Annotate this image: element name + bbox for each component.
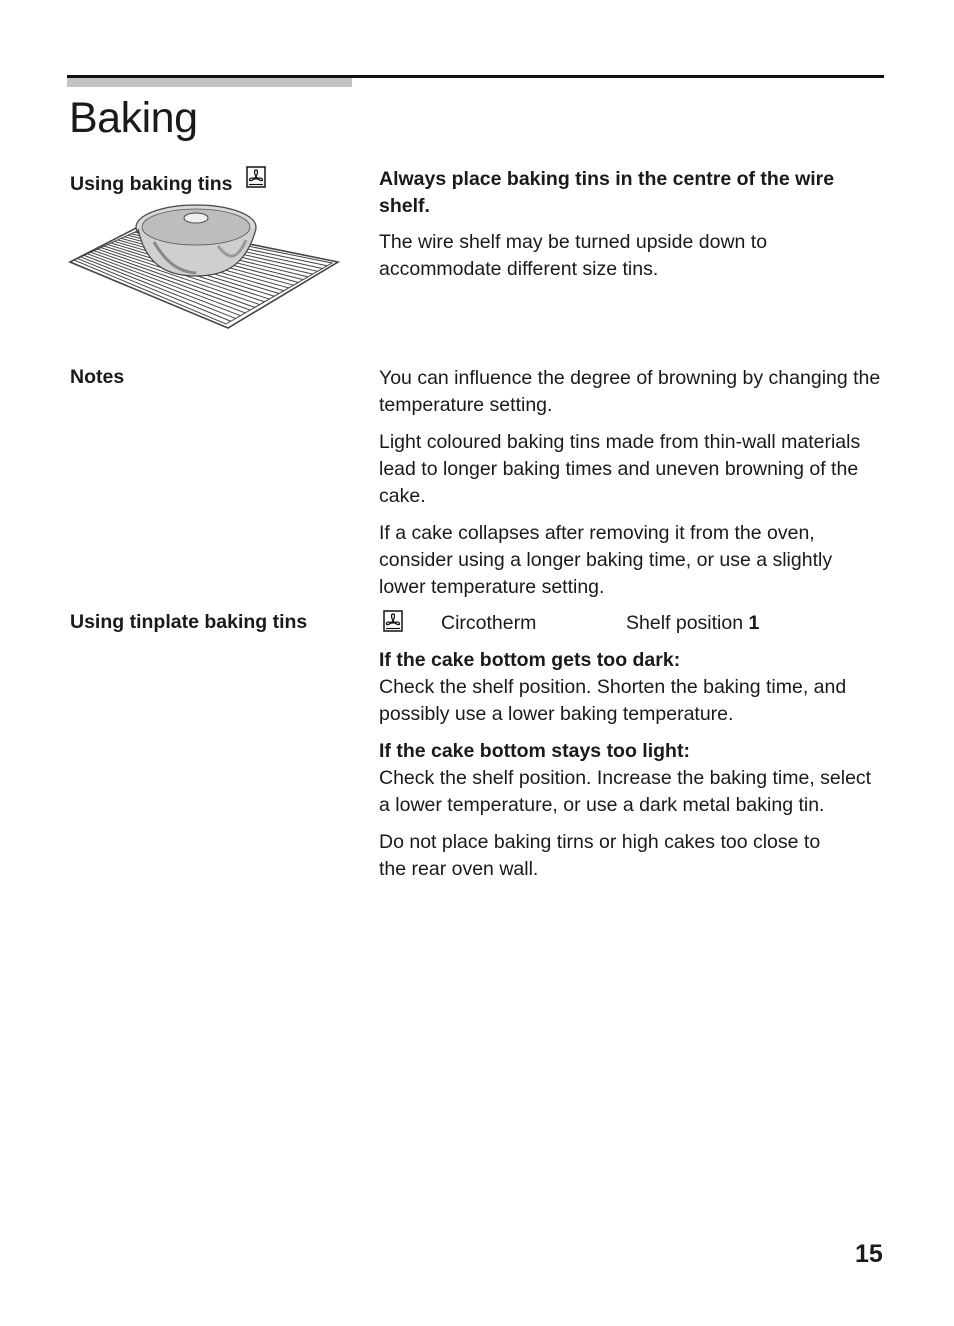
section-heading-baking-tins [70,166,266,196]
shelf-position-label: Shelf position [626,612,744,634]
dark-bottom-heading: If the cake bottom gets too dark: [379,649,681,671]
page-number: 15 [855,1240,883,1268]
circotherm-fan-icon [383,610,403,632]
oven-setting-row [379,610,884,637]
light-bottom-heading: If the cake bottom stays too light: [379,740,690,762]
page-title: Baking [69,94,198,142]
dark-bottom-text: Check the shelf position. Shorten the baking time, and possibly use a lower baking temperature. [379,676,847,725]
tinplate-content [379,647,884,883]
heating-mode: Circotherm [441,612,537,634]
section-heading-notes: Notes [70,366,125,388]
shelf-position-value: 1 [748,612,760,634]
notes-paragraph: You can influence the degree of browning by changing the temperature setting. [379,367,881,416]
baking-tins-content [379,166,884,283]
baking-tins-text: The wire shelf may be turned upside down to accommodate different size tins. [379,231,768,280]
section-heading-label: Using baking tins [70,173,233,195]
notes-content [379,365,884,601]
section-heading-tinplate: Using tinplate baking tins [70,611,308,633]
notes-paragraph: Light coloured baking tins made from thin-wall materials lead to longer baking times and uneven browning of the cake. [379,431,861,507]
circotherm-fan-icon [246,166,266,188]
baking-tins-lead: Always place baking tins in the centre of the wire shelf. [379,168,835,217]
header-rule-black [67,75,884,78]
header-rule-grey [67,78,352,87]
baking-tin-on-wire-shelf-illustration [68,196,340,336]
shelf-position [626,610,759,637]
light-bottom-text: Check the shelf position. Increase the baking time, select a lower temperature, or use a dark metal baking tin. [379,767,872,816]
notes-paragraph: If a cake collapses after removing it from the oven, consider using a longer baking time, or use a slightly lower temperature setting. [379,522,833,598]
rear-wall-text: Do not place baking tirns or high cakes too close to the rear oven wall. [379,831,821,880]
